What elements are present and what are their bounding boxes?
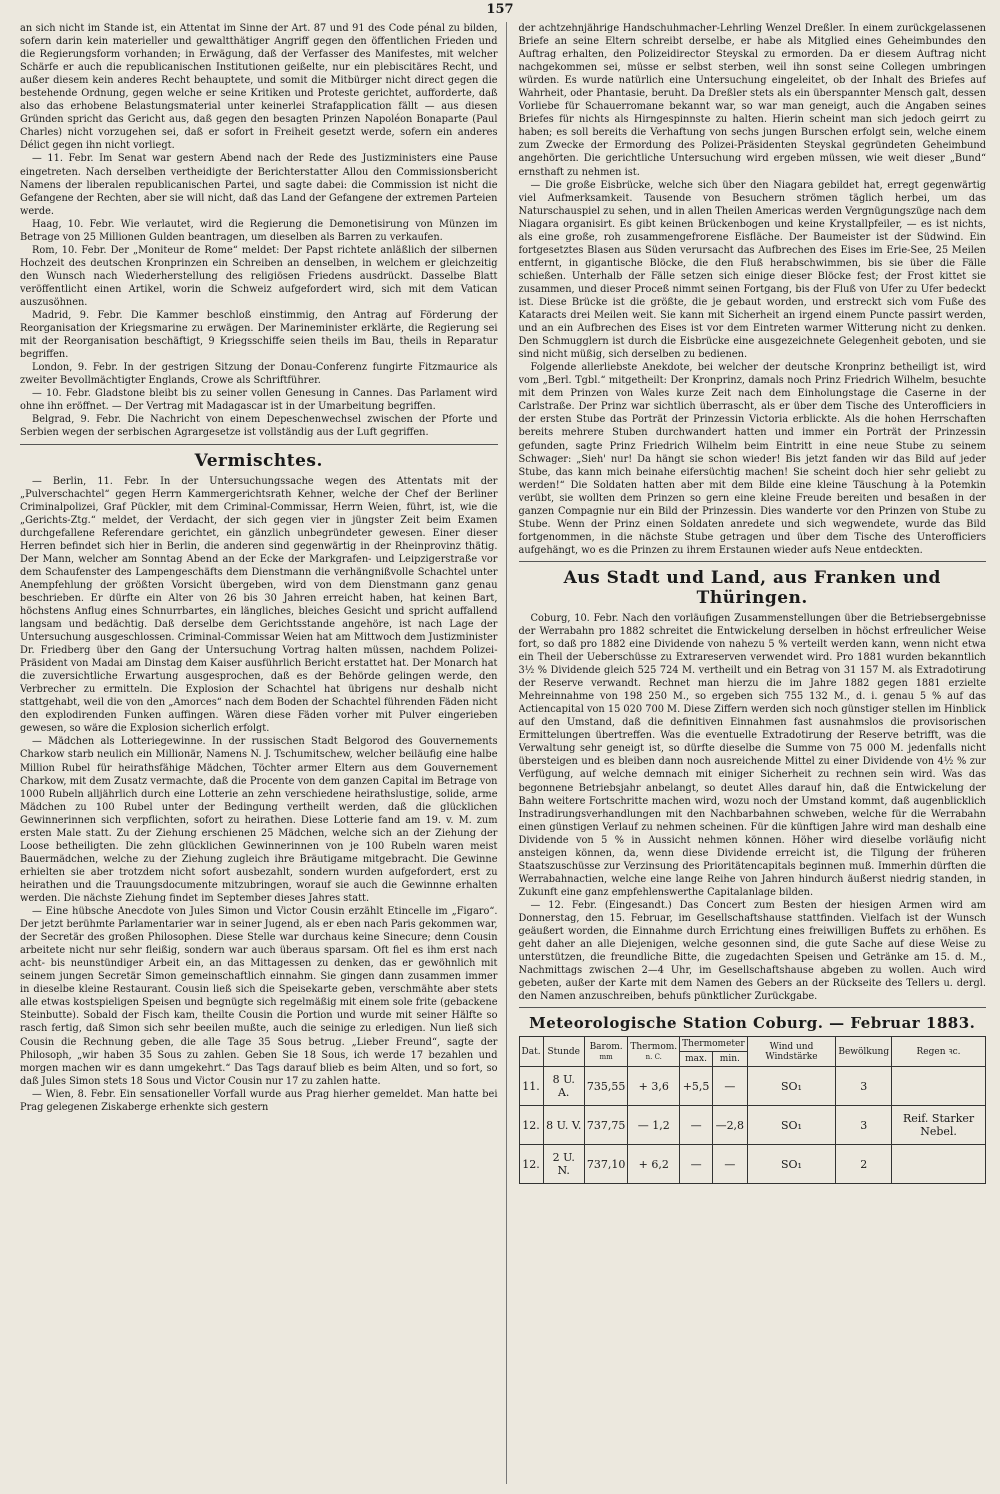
cell-wind: SO₁ (747, 1067, 836, 1106)
table-row (519, 1106, 986, 1145)
cell-regen (892, 1145, 986, 1184)
cell-min: —2,8 (712, 1106, 747, 1145)
cell-stunde: 8 U. V. (543, 1106, 584, 1145)
barom-unit: mm (599, 1052, 613, 1061)
table-row (519, 1145, 986, 1184)
weather-table-title: Meteorologische Station Coburg. — Februar 1883. (529, 1014, 976, 1033)
article-paragraph: an sich nicht im Stande ist, ein Attentat im Sinne der Art. 87 und 91 des Code pénal zu bilden, sofern darin kein materieller und gewaltthätiger Angriff gegen den öffentlichen Frieden und die Regierungsform vorhanden; in Erwägung, daß der Verfasser des Manifestes, mit welcher Schärfe er auch die republicanischen Institutionen geißelte, nur ein plebiscitäres Recht, und außer diesem kein anderes Recht behauptete, und somit die Mitbürger nicht direct gegen die bestehende Ordnung, gegen welche er seine Kritiken und Proteste gerichtet, aufforderte, daß also das erhobene Belastungsmaterial unter keinerlei Strafapplication fällt — aus diesen Gründen spricht das Gericht aus, daß gegen den besagten Prinzen Napoléon Bonaparte (Paul Charles) nicht vorzugehen sei, daß er sofort in Freiheit gesetzt werde, sofern ein anderes Délict gegen ihn nicht vorliegt. (20, 23, 498, 152)
cell-barom: 737,10 (584, 1145, 628, 1184)
cell-regen: Reif. Starker Nebel. (892, 1106, 986, 1145)
section-title-vermischtes: Vermischtes. (194, 450, 323, 471)
section-divider (519, 1007, 987, 1008)
weather-header-row (519, 1037, 986, 1052)
cell-stunde: 8 U. A. (543, 1067, 584, 1106)
cell-wind: SO₁ (747, 1145, 836, 1184)
thermom-label: Thermom. (630, 1041, 678, 1052)
col-header-wind: Wind und Windstärke (747, 1037, 836, 1067)
cell-max: — (680, 1106, 713, 1145)
cell-dat: 11. (519, 1067, 543, 1106)
cell-max: — (680, 1145, 713, 1184)
cell-therm: + 6,2 (628, 1145, 680, 1184)
article-paragraph: Belgrad, 9. Febr. Die Nachricht von einem Depeschenwechsel zwischen der Pforte und Serbien wegen der serbischen Agrargesetze ist vollständig aus der Luft gegriffen. (20, 414, 498, 439)
col-header-barom (584, 1037, 628, 1067)
article-paragraph: London, 9. Febr. In der gestrigen Sitzung der Donau-Conferenz fungirte Fitzmaurice als zweiter Bevollmächtigter Englands, Crowe als Schriftführer. (20, 362, 498, 387)
article-paragraph: — Eine hübsche Anecdote von Jules Simon und Victor Cousin erzählt Etincelle im „Figaro“. Der jetzt berühmte Parlamentarier war in seiner Jugend, als er eben nach Paris gekommen war, der Secretär des großen Philosophen. Diese Stelle war durchaus keine Sinecure; denn Cousin arbeitete nicht nur sehr fleißig, sondern war auch überaus sparsam. Oft fiel es ihm erst nach acht- bis neunstündiger Arbeit ein, an das Mittagessen zu denken, das er gewöhnlich mit seinem jungen Secretär Simon gemeinschaftlich einnahm. Sie gingen dann zusammen immer in dieselbe kleine Restaurant. Cousin ließ sich die Speisekarte geben, verschmähte aber stets alle etwas kostspieligen Speisen und begnügte sich regelmäßig mit einem sole frite (gebackene Steinbutte). Sobald der Fisch kam, theilte Cousin die Portion und wurde mit seiner Hälfte so rasch fertig, daß Simon sich sehr beeilen mußte, auch die seinige zu erledigen. Nun ließ sich Cousin die Rechnung geben, die alle Tage 35 Sous betrug. „Lieber Freund“, sagte der Philosoph, „wir haben 35 Sous zu zahlen. Geben Sie 18 Sous, ich werde 17 bezahlen und morgen machen wir es dann umgekehrt.“ Das Tags darauf blieb es beim Alten, und so fort, so daß Jules Simon stets 18 Sous und Victor Cousin nur 17 zu zahlen hatte. (20, 906, 498, 1087)
left-column (20, 22, 507, 1484)
cell-therm: + 3,6 (628, 1067, 680, 1106)
cell-bewoelkung: 2 (836, 1145, 892, 1184)
cell-barom: 737,75 (584, 1106, 628, 1145)
cell-min: — (712, 1067, 747, 1106)
col-header-dat: Dat. (519, 1037, 543, 1067)
cell-min: — (712, 1145, 747, 1184)
cell-bewoelkung: 3 (836, 1106, 892, 1145)
cell-bewoelkung: 3 (836, 1067, 892, 1106)
article-paragraph: — Die große Eisbrücke, welche sich über den Niagara gebildet hat, erregt gegenwärtig viel Aufmerksamkeit. Tausende von Besuchern strömen täglich herbei, um das Naturschauspiel zu sehen, und in allen Theilen Americas werden Vergnügungszüge nach dem Niagara organisirt. Es gibt keinen Brückenbogen und keine Krystallpfeiler, — es ist nichts, als eine große, roh zusammengefrorene Eisfläche. Der Baumeister ist der Südwind. Ein fortgesetztes Blasen aus Süden verursacht das Aufbrechen des Eises im Erie-See, 25 Meilen entfernt, in gigantische Blöcke, die den Fluß herabschwimmen, bis sie über die Fälle schießen. Unterhalb der Fälle setzen sich einige dieser Blöcke fest; der Frost kittet sie zusammen, und dieser Proceß nimmt seinen Fortgang, bis der Fluß von Ufer zu Ufer bedeckt ist. Diese Brücke ist die größte, die je gebaut worden, und erstreckt sich vom Fuße des Kataracts drei Meilen weit. Sie kann mit Sicherheit an irgend einem Puncte passirt werden, und an ein Aufbrechen des Eises ist vor dem Eintreten warmer Witterung nicht zu denken. Den Schmugglern ist durch die Eisbrücke eine ausgezeichnete Gelegenheit geboten, und sie sind nicht müßig, sich derselben zu bedienen. (518, 179, 986, 361)
article-paragraph: — Wien, 8. Febr. Ein sensationeller Vorfall wurde aus Prag hierher gemeldet. Man hatte bei Prag gelegenen Ziskaberge erhenkte sich gestern (20, 1088, 498, 1113)
barom-label: Barom. (589, 1041, 623, 1052)
section-divider (20, 444, 498, 445)
article-paragraph: — Berlin, 11. Febr. In der Untersuchungssache wegen des Attentats mit der „Pulverschachtel“ gegen Herrn Kammergerichtsrath Kehner, welche der Chef der Berliner Criminalpolizei, Graf Pückler, mit dem Criminal-Commissar, Herrn Weien, führt, ist, wie die „Gerichts-Ztg.“ meldet, der Verdacht, der sich gegen vier in jüngster Zeit beim Examen durchgefallene Referendare gerichtet, ein gänzlich unbegründeter gewesen. Einer dieser Herren befindet sich hier in Berlin, die anderen sind gegenwärtig in der Rheinprovinz thätig. Der Mann, welcher am Sonntag Abend an der Ecke der Markgrafen- und Leipzigerstraße vor dem Schaufenster des Lampengeschäfts dem Dienstmann die verhängnißvolle Schachtel unter Anempfehlung der größten Vorsicht übergeben, wird von dem Dienstmann ganz genau beschrieben. Er dürfte ein Alter von 26 bis 30 Jahren erreicht haben, hat keinen Bart, höchstens Anflug eines Schnurrbartes, ein längliches, bleiches Gesicht und spricht auffallend langsam und bedächtig. Daß derselbe dem Gerichtsstande angehöre, ist nach Lage der Untersuchung ausgeschlossen. Criminal-Commissar Weien hat am Mittwoch dem Justizminister Dr. Friedberg über den Gang der Untersuchung Vortrag halten müssen, nachdem Polizei-Präsident von Madai am Dinstag dem Kaiser ausführlich Bericht erstattet hat. Der Monarch hat die zuversichtliche Erwartung ausgesprochen, daß es der Behörde gelingen werde, den Verbrecher zu ermitteln. Die Explosion der Schachtel hat übrigens nur deshalb nicht stattgehabt, weil die von den „Amorces“ nach dem Boden der Schachtel führenden Fäden nicht den explodirenden Funken auffingen. Wären diese Fäden vorher mit Pulver eingerieben gewesen, so wäre die Explosion sicherlich erfolgt. (20, 475, 498, 735)
article-paragraph: Madrid, 9. Febr. Die Kammer beschloß einstimmig, den Antrag auf Förderung der Reorganisation der Kriegsmarine zu erwägen. Der Marineminister erklärte, die Regierung sei mit der Reorganisation beschäftigt, 9 Kriegsschiffe seien theils im Bau, theils in Reparatur begriffen. (20, 310, 498, 361)
table-row (519, 1067, 986, 1106)
section-divider (519, 561, 987, 562)
col-header-stunde: Stunde (543, 1037, 584, 1067)
article-paragraph: — 12. Febr. (Eingesandt.) Das Concert zum Besten der hiesigen Armen wird am Donnerstag, den 15. Februar, im Gesellschaftshause stattfinden. Vielfach ist der Wunsch geäußert worden, die Einnahme durch Errichtung eines freiwilligen Buffets zu erhöhen. Es geht daher an alle Diejenigen, welche gesonnen sind, die gute Sache auf diese Weise zu unterstützen, die freundliche Bitte, die zugedachten Speisen und Getränke am 15. d. M., Nachmittags zwischen 2—4 Uhr, im Gesellschaftshause abgeben zu wollen. Auch wird gebeten, außer der Karte mit dem Namen des Gebers an der Rückseite des Tellers u. dergl. den Namen anzuschreiben, behufs pünktlicher Zurückgabe. (518, 899, 986, 1003)
right-column (519, 22, 987, 1484)
columns (20, 22, 986, 1484)
cell-max: +5,5 (680, 1067, 713, 1106)
article-paragraph: Coburg, 10. Febr. Nach den vorläufigen Zusammenstellungen über die Betriebsergebnisse der Werrabahn pro 1882 schreitet die Entwickelung derselben in höchst erfreulicher Weise fort, so daß pro 1882 eine Dividende von nahezu 5 % verteilt werden kann, wenn nicht etwa ein Theil der Ueberschüsse zu Extrareserven verwendet wird. Pro 1881 wurden bekanntlich 3½ % Dividende gleich 525 724 M. vertheilt und ein Betrag von 31 157 M. als Extradotirung der Reserve verwandt. Rechnet man hierzu die im Jahre 1882 gegen 1881 erzielte Mehreinnahme von 198 250 M., so ergeben sich 755 132 M., d. i. genau 5 % auf das Actiencapital von 15 020 700 M. Diese Ziffern werden sich noch günstiger stellen im Hinblick auf den Umstand, daß die definitiven Einnahmen fast ausnahmslos die provisorischen Ermittelungen übertreffen. Was die eventuelle Extradotirung der Reserve betrifft, was die Verwaltung sehr geneigt ist, so dürfte dieselbe die Summe von 75 000 M. jedenfalls nicht übersteigen und es bleiben dann noch ausreichende Mittel zu einer Dividende von 4½ % zur Verfügung, auf welche demnach mit einiger Sicherheit zu rechnen sein wird. Was das begonnene Betriebsjahr anbelangt, so deutet Alles darauf hin, daß die Entwickelung der Bahn weitere Fortschritte machen wird, wozu noch der Umstand kommt, daß augenblicklich Instradirungsverhandlungen mit den Nachbarbahnen schweben, welche für die Werrabahn einen günstigen Verlauf zu nehmen scheinen. Für die künftigen Jahre wird man deshalb eine Dividende von 5 % in Aussicht nehmen können. Höher wird dieselbe vorläufig nicht ansteigen können, da, wenn diese Dividende erreicht ist, die Tilgung der früheren Staatszuschüsse zur Verzinsung des Prioritätencapitals beginnen muß. Immerhin dürften die Werrabahnactien, welche eine lange Reihe von Jahren hindurch äußerst niedrig standen, in Zukunft eine ganz empfehlenswerthe Capitalanlage bilden. (518, 612, 986, 898)
col-header-thermometer: Thermometer (680, 1037, 748, 1052)
col-header-max: max. (680, 1052, 713, 1067)
article-paragraph: der achtzehnjährige Handschuhmacher-Lehrling Wenzel Dreßler. In einem zurückgelassenen Briefe an seine Eltern schreibt derselbe, er habe als Mitglied eines Geheimbundes den Auftrag erhalten, den Polizeidirector Steyskal zu ermorden. Da er diesem Auftrag nicht nachgekommen sei, müsse er selbst sterben, weil ihn sonst seine Collegen umbringen würden. Es wurde natürlich eine Untersuchung eingeleitet, ob der Inhalt des Briefes auf Wahrheit, oder Phantasie, beruht. Da Dreßler stets als ein überspannter Mensch galt, dessen Vorliebe für Schauerromane bekannt war, so war man geneigt, auch die Angaben seines Briefes für nichts als Hirngespinnste zu halten. Hierin scheint man sich jedoch geirrt zu haben; es soll bereits die Verhaftung von sechs jungen Burschen erfolgt sein, welche einem zum Zwecke der Ermordung des Polizei-Präsidenten Steyskal gegründeten Geheimbund angehörten. Die gerichtliche Untersuchung wird ergeben müssen, wie weit dieser „Bund“ ernsthaft zu nehmen ist. (518, 23, 986, 178)
col-header-thermom (628, 1037, 680, 1067)
cell-barom: 735,55 (584, 1067, 628, 1106)
cell-dat: 12. (519, 1145, 543, 1184)
cell-stunde: 2 U. N. (543, 1145, 584, 1184)
cell-therm: — 1,2 (628, 1106, 680, 1145)
page-number: 157 (486, 2, 514, 17)
cell-dat: 12. (519, 1106, 543, 1145)
col-header-bewoelkung: Bewölkung (836, 1037, 892, 1067)
col-header-regen: Regen ꝛc. (892, 1037, 986, 1067)
article-paragraph: Haag, 10. Febr. Wie verlautet, wird die Regierung die Demonetisirung von Münzen im Betrage von 25 Millionen Gulden beantragen, um dieselben als Barren zu verkaufen. (20, 218, 498, 243)
cell-regen (892, 1067, 986, 1106)
article-paragraph: Folgende allerliebste Anekdote, bei welcher der deutsche Kronprinz betheiligt ist, wird vom „Berl. Tgbl.“ mitgetheilt: Der Kronprinz, damals noch Prinz Friedrich Wilhelm, besuchte mit dem Prinzen von Wales kurze Zeit nach dem Einholungstage die Caserne in der Carlstraße. Der Prinz war sichtlich überrascht, als er über dem Tische des Unterofficiers in der ersten Stube das Porträt der Prinzessin Victoria erblickte. Als die hohen Herrschaften bereits mehrere Stuben durchwandert hatten und immer ein Porträt der Prinzessin gefunden, sagte Prinz Friedrich Wilhelm beim Eintritt in eine neue Stube zu seinem Schwager: „Sieh' nur! Da hängt sie schon wieder! Bis jetzt fanden wir das Bild auf jeder Stube, das kann mich beinahe eifersüchtig machen! Sie scheint doch hier sehr geliebt zu werden!“ Die Soldaten hatten aber mit dem Bilde eine kleine Täuschung à la Potemkin verübt, sie wollten dem Prinzen so gern eine kleine Freude bereiten und besaßen in der ganzen Compagnie nur ein Bild der Prinzessin. Dies wanderte vor den Prinzen von Stube zu Stube. Wenn der Prinz einen Soldaten anredete und sich wegwendete, wurde das Bild fortgenommen, in die nächste Stube getragen und über dem Tische des Unterofficiers aufgehängt, wo es die Prinzen zu ihrem Erstaunen wieder aufs Neue entdeckten. (518, 362, 986, 556)
weather-table (519, 1036, 987, 1184)
article-paragraph: — 11. Febr. Im Senat war gestern Abend nach der Rede des Justizministers eine Pause eingetreten. Nach derselben vertheidigte der Berichterstatter Allou den Commissionsbericht Namens der liberalen republicanischen Partei, und sagte dabei: die Commission ist nicht die Gefangene der Rechten, aber sie will nicht, daß das Land der Gefangene der extremen Parteien werde. (20, 153, 498, 217)
thermom-unit: n. C. (645, 1052, 662, 1061)
article-paragraph: — 10. Febr. Gladstone bleibt bis zu seiner vollen Genesung in Cannes. Das Parlament wird ohne ihn eröffnet. — Der Vertrag mit Madagascar ist in der Umarbeitung begriffen. (20, 388, 498, 413)
article-paragraph: Rom, 10. Febr. Der „Moniteur de Rome“ meldet: Der Papst richtete anläßlich der silbernen Hochzeit des deutschen Kronprinzen ein Schreiben an denselben, in welchem er gleichzeitig den Wunsch nach Wiederherstellung des religiösen Friedens ausdrückt. Dasselbe Blatt veröffentlicht einen Artikel, worin die Schweiz aufgefordert wird, sich mit dem Vatican auszusöhnen. (20, 244, 498, 308)
section-title-stadt-und-land: Aus Stadt und Land, aus Franken und Thüringen. (563, 567, 941, 608)
article-paragraph: — Mädchen als Lotteriegewinne. In der russischen Stadt Belgorod des Gouvernements Charkow starb neulich ein Millionär, Namens N. J. Tschumitschew, welcher beiläufig eine halbe Million Rubel für heirathsfähige Mädchen, Töchter armer Eltern aus dem Gouvernement Charkow, mit dem Zusatz vermachte, daß die Procente von dem ganzen Capital im Betrage von 1000 Rubeln alljährlich durch eine Lotterie an zehn verschiedene heirathslustige, solide, arme Mädchen zu 100 Rubel unter der Bedingung vertheilt werden, daß die glücklichen Gewinnerinnen sich verpflichten, sofort zu heirathen. Diese Lotterie fand am 19. v. M. zum ersten Male statt. Zu der Ziehung erschienen 25 Mädchen, welche sich an der Ziehung der Loose betheiligten. Die zehn glücklichen Gewinnerinnen von je 100 Rubeln waren meist Bauermädchen, welche zu der Ziehung zugleich ihre Bräutigame mitgebracht. Die Gewinne erhielten sie aber trotzdem nicht sofort ausbezahlt, sondern wurden aufgefordert, erst zu heirathen und die Trauungsdocumente mitzubringen, worauf sie auch die Gewinnne erhalten werden. Die nächste Ziehung findet im September dieses Jahres statt. (20, 736, 498, 904)
cell-wind: SO₁ (747, 1106, 836, 1145)
col-header-min: min. (712, 1052, 747, 1067)
